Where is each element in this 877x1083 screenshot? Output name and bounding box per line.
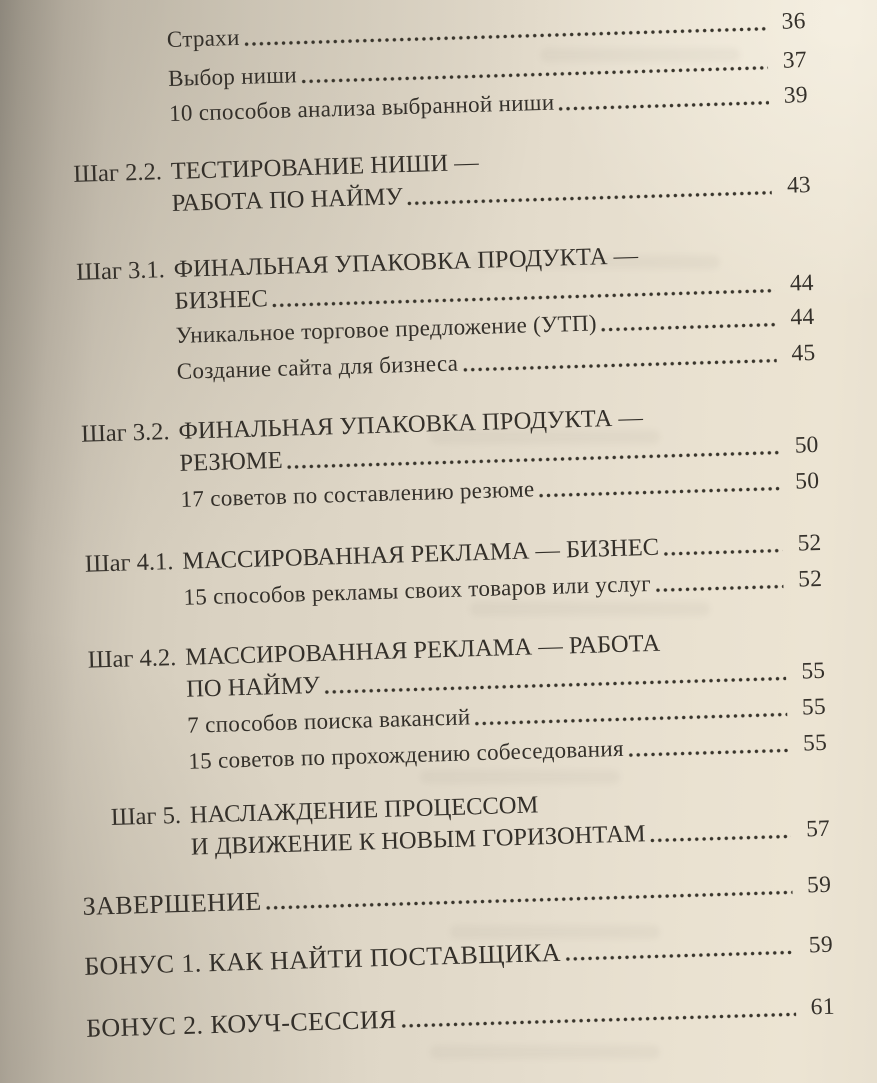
toc-entry-page: 55 [801,693,827,721]
toc-entry-label: Выбор ниши [167,62,298,92]
toc-entry-page: 61 [810,993,836,1021]
toc-entry-page: 39 [783,82,809,109]
toc-entry [60,137,811,223]
toc-entry-title: МАССИРОВАННАЯ РЕКЛАМА — БИЗНЕС [182,533,660,575]
dot-leader [650,834,791,843]
toc-entry-label: БОНУС 2. КОУЧ-СЕССИЯ [85,1004,398,1043]
toc-entry-title-line2: ПО НАЙМУ [185,671,321,703]
dot-leader [539,486,781,498]
toc-entry-page: 59 [808,931,834,959]
toc-entry-label: Создание сайта для бизнеса [176,350,459,384]
toc-entry-page: 50 [794,431,819,459]
toc-entry-label: 7 способов поиска вакансий [186,704,471,738]
dot-leader [565,950,794,962]
toc-entry-title-line1: НАСЛАЖДЕНИЕ ПРОЦЕССОМ [189,791,539,829]
dot-leader [601,322,776,332]
toc-entry-title-line2: БИЗНЕС [174,285,269,315]
toc-step-number: Шаг 3.1. [75,256,166,286]
toc-entry-label: Уникальное торговое предложение (УТП) [175,310,598,348]
toc-entry-label: 10 способов анализа выбранной ниши [168,89,555,127]
toc-entry-page: 44 [789,303,815,331]
toc-entry [86,991,836,1045]
toc-step-number: Шаг 4.2. [87,644,177,674]
toc-entry-page: 37 [782,47,808,74]
toc-entry [84,929,834,983]
toc-entry-page: 50 [794,467,820,495]
toc-entry [82,869,832,923]
toc-entry-title-line1: МАССИРОВАННАЯ РЕКЛАМА — РАБОТА [184,629,661,671]
toc-entry-title-line1: ФИНАЛЬНАЯ УПАКОВКА ПРОДУКТА — [173,242,639,283]
dot-leader [301,65,768,84]
toc-entry-page: 52 [797,565,823,593]
toc-step-number: Шаг 4.1. [84,548,174,578]
dot-leader [407,190,772,206]
dot-leader [628,748,788,758]
toc-entry-label: 17 советов по составлению резюме [180,476,535,512]
toc-entry-page: 43 [786,172,811,199]
dot-leader [287,450,780,470]
table-of-contents [56,0,835,1045]
toc-entry-title-line1: ФИНАЛЬНАЯ УПАКОВКА ПРОДУКТА — [178,404,644,445]
toc-entry-label: 15 способов рекламы своих товаров или услуг [183,570,652,610]
dot-leader [558,100,769,111]
toc-entry-label: ЗАВЕРШЕНИЕ [82,886,263,921]
toc-entry-page: 52 [797,529,822,557]
toc-entry-title-line2: И ДВИЖЕНИЕ К НОВЫМ ГОРИЗОНТАМ [190,820,647,861]
toc-step-number: Шаг 5. [110,801,182,832]
toc-entry-page: 59 [806,871,832,899]
dot-leader [244,26,767,47]
dot-leader [266,890,793,911]
toc-step-title [190,781,831,864]
dot-leader [401,1012,796,1029]
toc-entry-page: 55 [802,729,828,757]
toc-step-number: Шаг 2.2. [72,158,163,188]
toc-entry-page: 57 [805,815,831,843]
toc-entry-title-line2: РЕЗЮМЕ [179,446,283,477]
toc-entry-label: БОНУС 1. КАК НАЙТИ ПОСТАВЩИКА [83,937,562,981]
toc-entry-title-line2: РАБОТА ПО НАЙМУ [171,183,404,217]
toc-entry-page: 44 [789,269,814,297]
toc-step-title [170,137,811,220]
toc-entry-label: 15 советов по прохождению собеседования [187,735,625,774]
bleedthrough-smudge [430,1045,660,1059]
toc-entry-title-line1: ТЕСТИРОВАНИЕ НИШИ — [170,148,480,185]
dot-leader [655,584,783,593]
toc-entry-page: 36 [781,8,807,35]
dot-leader [324,676,786,695]
dot-leader [475,712,788,726]
dot-leader [462,358,777,372]
toc-entry-label: Страхи [166,24,240,53]
toc-entry [80,781,831,867]
toc-step-number: Шаг 3.2. [80,418,170,448]
dot-leader [663,548,782,557]
toc-entry-page: 55 [801,657,826,685]
toc-entry-page: 45 [791,339,816,367]
